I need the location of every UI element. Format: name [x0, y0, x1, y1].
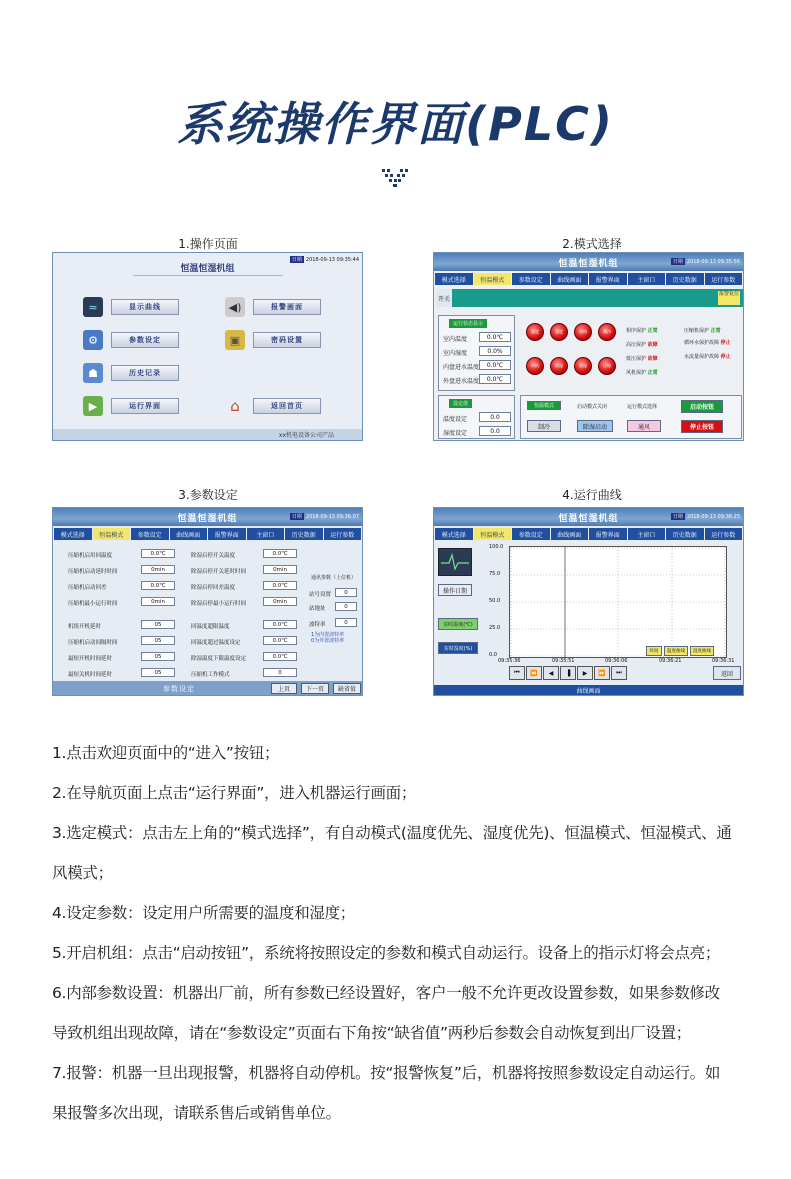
tab-main[interactable]: 主窗口 [628, 528, 666, 540]
indicator-lamp: 除湿 [550, 357, 568, 375]
y-tick-label: 50.0 [489, 598, 501, 604]
tab-alarm[interactable]: 报警界面 [589, 528, 627, 540]
caption-param-set: 3.参数设定 [178, 488, 238, 502]
back-button[interactable]: 返回 [713, 666, 741, 680]
instruction-line: 4.设定参数：设定用户所需要的温度和湿度； [52, 904, 355, 922]
tab-params[interactable]: 参数设定 [512, 528, 550, 540]
param-label: 压缩机启动回差 [68, 585, 107, 591]
menu-item-password[interactable]: ▣ 密码设置 [225, 330, 321, 350]
param-field[interactable]: 0 [263, 668, 297, 677]
tab-mode-select[interactable]: 模式选择 [54, 528, 92, 540]
param-field[interactable]: 0min [141, 597, 175, 606]
tab-history[interactable]: 历史数据 [666, 528, 704, 540]
param-label: 压缩机工作模式 [191, 672, 230, 678]
instruction-line: 3.选定模式：点击左上角的“模式选择”，有自动模式(温度优先、湿度优先)、恒温模式、恒湿模式、通 [52, 824, 732, 842]
screen-footer: 曲线画面 [576, 688, 601, 695]
tab-alarm[interactable]: 报警界面 [208, 528, 246, 540]
alarm-status-row: 水流量保护故障 停止 [684, 354, 731, 360]
alarm-status-row: 循环水保护故障 停止 [684, 340, 731, 346]
menu-item-curve[interactable]: ≈ 显示曲线 [83, 297, 179, 317]
menu-item-history[interactable]: ☗ 历史记录 [83, 363, 179, 383]
indicator-lamp: 风机 [526, 357, 544, 375]
curve-plot [509, 546, 727, 658]
tab-main[interactable]: 主窗口 [628, 273, 666, 285]
alarm-status-row: 压缩机保护 正常 [684, 328, 721, 334]
step-forward-icon[interactable]: ▶ [577, 666, 593, 680]
baud-note: 1为内置波特率 0为外置波特率 [311, 632, 345, 644]
plot-tag: 湿度曲线 [690, 646, 714, 656]
param-label: 波特率 [309, 622, 326, 628]
y-tick-label: 75.0 [489, 571, 501, 577]
screen-header: 恒温恒湿机组 [558, 514, 619, 524]
lock-icon: ▣ [225, 330, 245, 350]
tab-mode-select[interactable]: 模式选择 [435, 528, 473, 540]
tab-bar [434, 528, 743, 540]
param-label: 机组开机延时 [68, 624, 102, 630]
param-label: 除湿温度下限温度设定 [191, 656, 247, 662]
run-icon: ▶ [83, 396, 103, 416]
first-page-icon[interactable]: ⏮ [509, 666, 525, 680]
param-label: 除湿启停开关温度 [191, 553, 236, 559]
operation-page-screen [52, 252, 363, 441]
tab-bar [53, 528, 362, 540]
tab-params[interactable]: 参数设定 [131, 528, 169, 540]
run-mode-group: 恒温模式 启动模式关闭 运行模式选择 启动按钮 制冷 除湿启动 通风 停止按钮 [520, 395, 742, 439]
start-button[interactable]: 启动按钮 [681, 400, 723, 413]
y-tick-label: 100.0 [489, 544, 504, 550]
indicator-lamp: 压缩 [598, 357, 616, 375]
param-field[interactable]: 0.0℃ [263, 652, 297, 661]
menu-item-home[interactable]: ⌂ 返回首页 [225, 396, 321, 416]
param-label: 最短开机时间延时 [68, 656, 113, 662]
last-page-icon[interactable]: ⏭ [611, 666, 627, 680]
screen-header: 恒温恒湿机组 [558, 259, 619, 269]
param-field[interactable]: 0 [335, 618, 357, 627]
plot-tag: 时间 [646, 646, 662, 656]
instruction-line: 6.内部参数设置：机器出厂前，所有参数已经设置好，客户一般不允许更改设置参数，如果参数修改 [52, 984, 720, 1002]
screen-header: 恒温恒湿机组 [180, 264, 235, 274]
comm-title: 通讯参数（上位机） [311, 575, 357, 581]
param-field[interactable]: 0.0℃ [263, 636, 297, 645]
param-field[interactable]: 0.0℃ [263, 549, 297, 558]
ventilate-button[interactable]: 通风 [627, 420, 661, 432]
fast-back-icon[interactable]: ⏪ [526, 666, 542, 680]
alarm-reset-button[interactable]: 报警复位 [718, 291, 740, 305]
alarm-status-row: 低压保护 故障 [626, 356, 658, 362]
gear-icon: ⚙ [83, 330, 103, 350]
tab-main[interactable]: 主窗口 [247, 528, 285, 540]
home-icon: ⌂ [225, 396, 245, 416]
mode-select-screen [433, 252, 744, 441]
fast-forward-icon[interactable]: ⏩ [594, 666, 610, 680]
y-tick-label: 25.0 [489, 625, 501, 631]
alarm-status-row: 风机保护 正常 [626, 370, 658, 376]
instruction-list [52, 733, 758, 1133]
param-field[interactable]: 05 [141, 636, 175, 645]
instruction-line: 2.在导航页面上点击“运行界面”，进入机器运行画面； [52, 784, 417, 802]
caption-operation-page: 1.操作页面 [178, 237, 238, 251]
indicator-lamp: 制冷 [598, 323, 616, 341]
param-field[interactable]: 0.0℃ [141, 549, 175, 558]
clock-readout: 日期 2018-09-13 09:36:07 [291, 514, 359, 520]
dehumid-button[interactable]: 除湿启动 [577, 420, 613, 432]
param-label: 除湿启停最小运行时间 [191, 601, 247, 607]
run-curve-screen [433, 507, 744, 696]
param-label: 压缩机启用回温度 [68, 553, 113, 559]
step-back-icon[interactable]: ◀ [543, 666, 559, 680]
param-field[interactable]: 0.0℃ [263, 581, 297, 590]
y-tick-label: 0.0 [489, 652, 497, 658]
stop-button[interactable]: 停止按钮 [681, 420, 723, 433]
operate-date-button[interactable]: 操作日期 [438, 584, 472, 596]
indicator-lamp: 温度 [526, 323, 544, 341]
menu-item-params[interactable]: ⚙ 参数设定 [83, 330, 179, 350]
instruction-line: 果报警多次出现，请联系售后或销售单位。 [52, 1104, 341, 1122]
caption-run-curve: 4.运行曲线 [562, 488, 622, 502]
x-tick-label: 09:36:31 [712, 658, 735, 664]
tab-curve[interactable]: 曲线画面 [170, 528, 208, 540]
setpoint-group: 设定值 温度设定 0.0 湿度设定 0.0 [438, 395, 515, 439]
param-label: 最短关机时间延时 [68, 672, 113, 678]
speaker-icon: ◀) [225, 297, 245, 317]
param-label: 回温度超限温度 [191, 624, 230, 630]
param-field[interactable]: 05 [141, 620, 175, 629]
clock-readout: 日期 2018-09-13 09:36:25 [672, 514, 740, 520]
history-icon: ☗ [83, 363, 103, 383]
cool-button[interactable]: 制冷 [527, 420, 561, 432]
param-field[interactable]: 0 [335, 588, 357, 597]
tab-run-params[interactable]: 运行参数 [705, 273, 743, 285]
prev-page-button[interactable]: 上页 [271, 683, 297, 694]
tab-curve[interactable]: 曲线画面 [551, 273, 589, 285]
x-tick-label: 09:36:21 [659, 658, 682, 664]
menu-item-alarm[interactable]: ◀) 报警画面 [225, 297, 321, 317]
page-title: 系统操作界面(PLC) [177, 97, 614, 151]
instruction-line: 导致机组出现故障，请在“参数设定”页面右下角按“缺省值”两秒后参数会自动恢复到出厂设置； [52, 1024, 691, 1042]
param-label: 压缩机启动延时时间 [68, 569, 118, 575]
instruction-line: 5.开启机组：点击“启动按钮”，系统将按照设定的参数和模式自动运行。设备上的指示灯将会点亮； [52, 944, 721, 962]
param-label: 除湿启停回差温度 [191, 585, 236, 591]
param-label: 压缩机最小运行时间 [68, 601, 118, 607]
param-label: 回温度超过温度设定 [191, 640, 241, 646]
tab-bar [434, 273, 743, 285]
param-field[interactable]: 0.0℃ [141, 581, 175, 590]
tab-history[interactable]: 历史数据 [666, 273, 704, 285]
clock-readout: 日期 2018-09-13 09:35:44 [291, 257, 359, 263]
indicator-lamp: 加湿 [574, 357, 592, 375]
param-field[interactable]: 0min [141, 565, 175, 574]
alarm-status-row: 高压保护 故障 [626, 342, 658, 348]
tab-curve[interactable]: 曲线画面 [551, 528, 589, 540]
monitor-icon: ≈ [83, 297, 103, 317]
tab-alarm[interactable]: 报警界面 [589, 273, 627, 285]
caption-mode-select: 2.模式选择 [562, 237, 622, 251]
default-value-button[interactable]: 缺省值 [333, 683, 361, 694]
tab-params[interactable]: 参数设定 [512, 273, 550, 285]
alarm-status-row: 相序保护 正常 [626, 328, 658, 334]
mode-indicator: 恒温模式 [527, 401, 561, 410]
tab-history[interactable]: 历史数据 [285, 528, 323, 540]
clock-readout: 日期 2018-09-13 09:35:56 [672, 259, 740, 265]
param-field[interactable]: 0.0℃ [263, 620, 297, 629]
env-status-group: 运行状态显示 室内温度 0.0℃ 室内湿度 0.0% 内盘进水温度 0.0℃ 外盘进水温度 0.0℃ [438, 315, 515, 391]
tab-run-params[interactable]: 运行参数 [324, 528, 362, 540]
indicator-lamp: 湿度 [550, 323, 568, 341]
param-field[interactable]: 05 [141, 652, 175, 661]
param-set-screen [52, 507, 363, 696]
x-tick-label: 09:35:51 [552, 658, 575, 664]
switch-label[interactable]: 开关 [436, 289, 452, 307]
param-field[interactable]: 0min [263, 565, 297, 574]
plot-tag: 温度曲线 [664, 646, 688, 656]
tab-mode-select[interactable]: 模式选择 [435, 273, 473, 285]
screen-footer: 参数设定 [163, 685, 195, 693]
screen-footer: xx机电设备公司产品 [53, 429, 362, 440]
waveform-icon [438, 548, 472, 576]
tab-constant-temp[interactable]: 恒温模式 [474, 273, 512, 285]
param-field[interactable]: 0min [263, 597, 297, 606]
tab-constant-temp[interactable]: 恒温模式 [474, 528, 512, 540]
tab-constant-temp[interactable]: 恒温模式 [93, 528, 131, 540]
param-field[interactable]: 05 [141, 668, 175, 677]
x-tick-label: 09:36:06 [605, 658, 628, 664]
param-label: 压缩机启动间隔时间 [68, 640, 118, 646]
param-label: 除湿启停开关延时时间 [191, 569, 247, 575]
screen-header: 恒温恒湿机组 [177, 514, 238, 524]
x-tick-label: 09:35:36 [498, 658, 521, 664]
param-label: 站地址 [309, 606, 326, 612]
param-field[interactable]: 0 [335, 602, 357, 611]
curve-plot-svg [510, 547, 726, 657]
pause-icon[interactable]: ▐ [560, 666, 576, 680]
indicator-lamp: 加热 [574, 323, 592, 341]
instruction-line: 1.点击欢迎页面中的“进入”按钮； [52, 744, 280, 762]
menu-item-run[interactable]: ▶ 运行界面 [83, 396, 179, 416]
instruction-line: 7.报警：机器一旦出现报警，机器将自动停机。按“报警恢复”后，机器将按照参数设定自动运行。如 [52, 1064, 721, 1082]
param-label: 站号设置 [309, 592, 332, 598]
legend-temp[interactable]: 实时温度(℃) [438, 618, 478, 630]
legend-humid[interactable]: 实时湿度(%) [438, 642, 478, 654]
chevron-down-icon [381, 166, 409, 188]
tab-run-params[interactable]: 运行参数 [705, 528, 743, 540]
next-page-button[interactable]: 下一页 [301, 683, 329, 694]
instruction-line: 风模式； [52, 864, 113, 882]
